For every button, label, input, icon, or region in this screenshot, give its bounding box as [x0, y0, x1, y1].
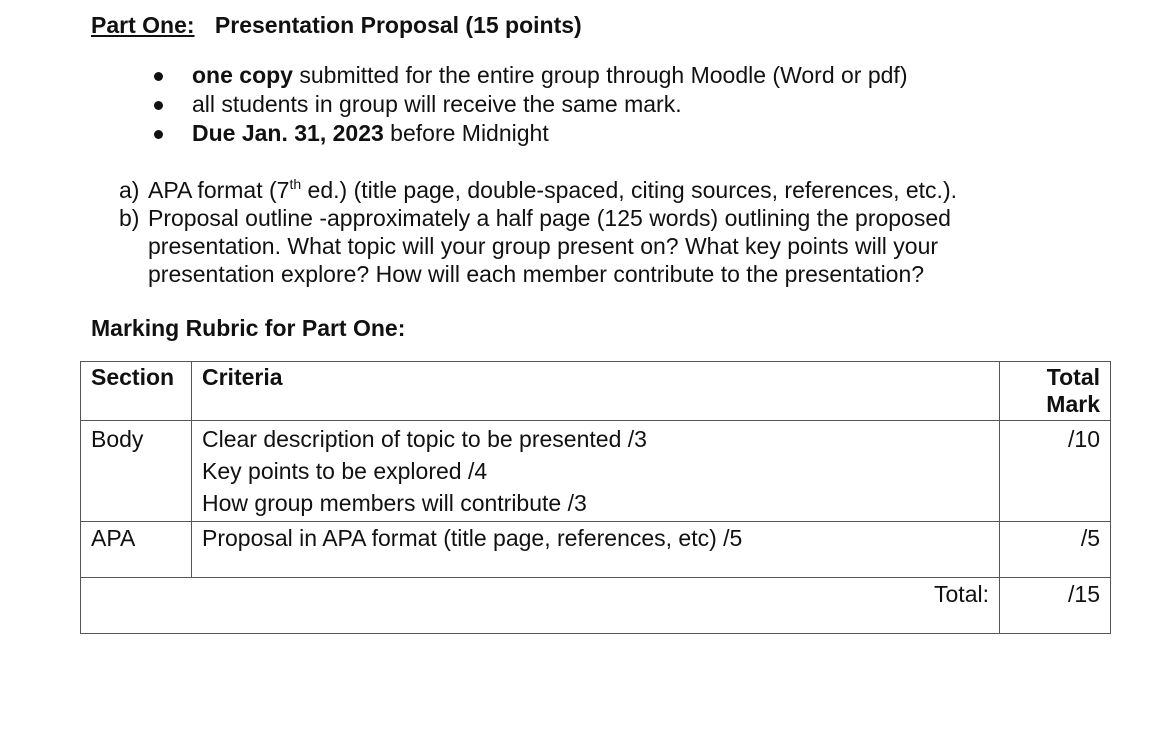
part-title: Presentation Proposal (15 points)	[214, 12, 582, 38]
item-a	[119, 176, 957, 204]
bullet-text: submitted for the entire group through Moodle (Word or pdf)	[292, 62, 908, 88]
mark-cell: /5	[1000, 522, 1111, 578]
total-mark: /15	[1000, 578, 1111, 634]
item-b-line: presentation. What topic will your group present on? What key points will your	[148, 233, 939, 259]
marking-rubric-table	[80, 361, 1111, 634]
criteria-line: Proposal in APA format (title page, references, etc) /5	[202, 525, 743, 551]
header-mark-line: Mark	[1046, 391, 1100, 417]
item-marker: a)	[119, 177, 140, 203]
total-label: Total:	[81, 578, 1000, 634]
part-heading	[91, 12, 582, 39]
table-row	[81, 522, 1111, 578]
criteria-line: Clear description of topic to be presented /3	[202, 426, 647, 452]
list-item	[150, 90, 907, 119]
bullet-icon	[154, 101, 163, 110]
bullet-bold-text: Due Jan. 31, 2023	[192, 120, 384, 146]
table-row	[81, 421, 1111, 522]
header-criteria: Criteria	[192, 362, 1000, 421]
bullet-text: all students in group will receive the same mark.	[192, 91, 682, 117]
item-a-superscript: th	[289, 176, 302, 192]
header-total-mark	[1000, 362, 1111, 421]
section-cell: Body	[81, 421, 192, 522]
list-item	[150, 61, 907, 90]
rubric-title: Marking Rubric for Part One:	[91, 315, 406, 341]
criteria-cell	[192, 421, 1000, 522]
item-a-prefix: APA format (7	[148, 177, 290, 203]
bullet-bold-text: one copy	[192, 62, 293, 88]
item-b-line: Proposal outline -approximately a half page (125 words) outlining the proposed	[148, 205, 951, 231]
item-b-line: presentation explore? How will each member contribute to the presentation?	[148, 261, 925, 287]
list-item	[150, 119, 907, 148]
header-mark-line: Total	[1046, 364, 1100, 390]
criteria-cell	[192, 522, 1000, 578]
requirements-list	[150, 61, 907, 148]
item-a-suffix: ed.) (title page, double-spaced, citing sources, references, etc.).	[301, 177, 957, 203]
bullet-icon	[154, 72, 163, 81]
criteria-line: Key points to be explored /4	[202, 458, 488, 484]
mark-cell: /10	[1000, 421, 1111, 522]
bullet-text: before Midnight	[383, 120, 549, 146]
section-cell: APA	[81, 522, 192, 578]
total-row	[81, 578, 1111, 634]
part-label: Part One:	[91, 12, 195, 38]
criteria-line: How group members will contribute /3	[202, 490, 587, 516]
item-marker: b)	[119, 205, 140, 231]
bullet-icon	[154, 130, 163, 139]
item-b	[119, 204, 957, 288]
table-header-row	[81, 362, 1111, 421]
assignment-items	[119, 176, 957, 288]
header-section: Section	[81, 362, 192, 421]
